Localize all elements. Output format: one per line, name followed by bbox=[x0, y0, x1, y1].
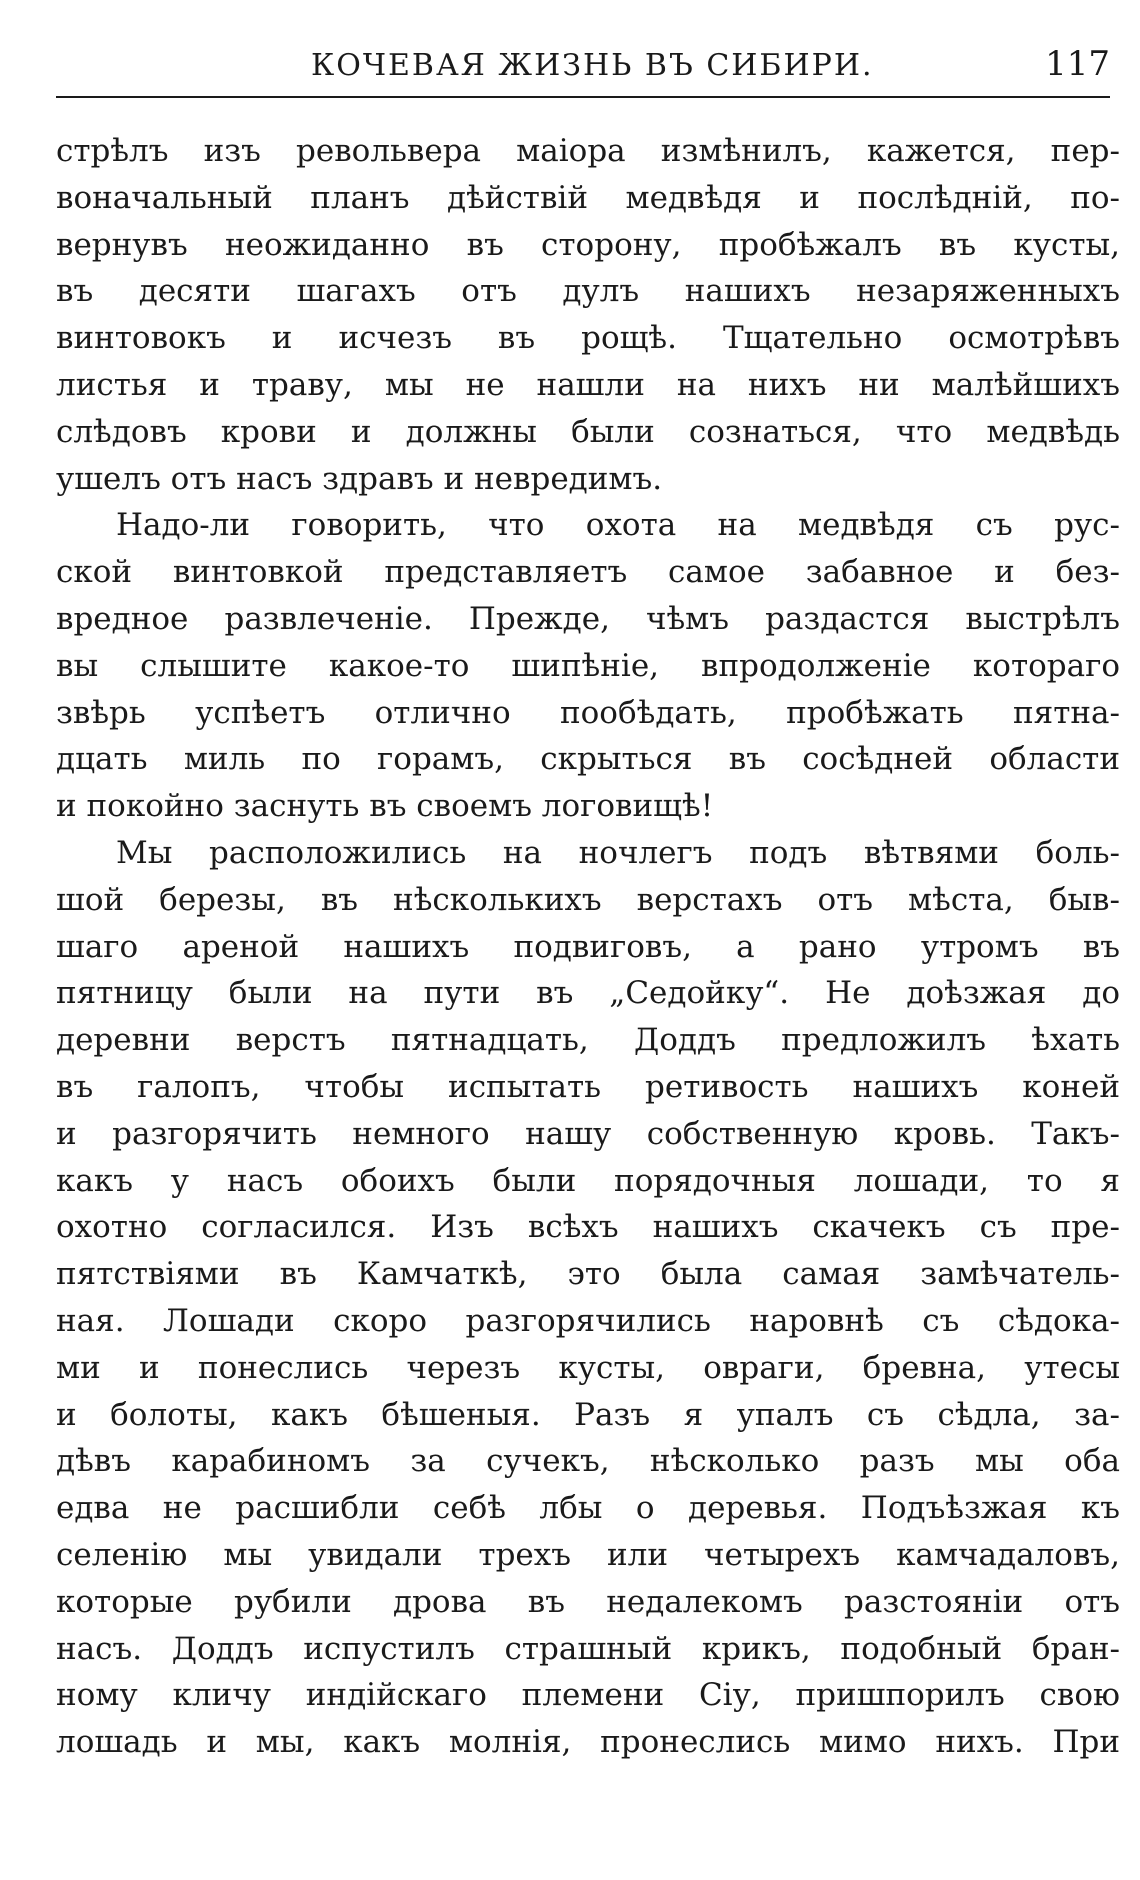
text-line: въ галопъ, чтобы испытать ретивость нашихъ коней bbox=[56, 1068, 1120, 1105]
text-line: пятствіями въ Камчаткѣ, это была самая замѣчатель- bbox=[56, 1256, 1120, 1293]
text-line: въ десяти шагахъ отъ дулъ нашихъ незаряженныхъ bbox=[56, 273, 1120, 310]
text-line: охотно согласился. Изъ всѣхъ нашихъ скачекъ съ пре- bbox=[56, 1209, 1120, 1246]
text-line: которые рубили дрова въ недалекомъ разстояніи отъ bbox=[56, 1583, 1120, 1620]
text-line: пятницу были на пути въ „Седойку“. Не доѣзжая до bbox=[56, 975, 1120, 1012]
text-line: вернувъ неожиданно въ сторону, пробѣжалъ въ кусты, bbox=[56, 226, 1120, 263]
text-line: ная. Лошади скоро разгорячились наровнѣ съ сѣдока- bbox=[56, 1302, 1120, 1339]
text-line: винтовокъ и исчезъ въ рощѣ. Тщательно осмотрѣвъ bbox=[56, 320, 1120, 357]
text-line: вы слышите какое-то шипѣніе, впродолженіе котораго bbox=[56, 647, 1120, 684]
text-line: стрѣлъ изъ револьвера маіора измѣнилъ, кажется, пер- bbox=[56, 133, 1120, 169]
text-line: селенію мы увидали трехъ или четырехъ камчадаловъ, bbox=[56, 1536, 1120, 1573]
text-line: шой березы, въ нѣсколькихъ верстахъ отъ мѣста, быв- bbox=[56, 881, 1120, 918]
body-text bbox=[56, 128, 1120, 1766]
text-line: воначальный планъ дѣйствій медвѣдя и послѣдній, по- bbox=[56, 179, 1120, 216]
text-line: какъ у насъ обоихъ были порядочныя лошади, то я bbox=[56, 1162, 1120, 1199]
text-line: листья и траву, мы не нашли на нихъ ни малѣйшихъ bbox=[56, 366, 1120, 403]
text-line: ному кличу индійскаго племени Сіу, пришпорилъ свою bbox=[56, 1677, 1120, 1714]
text-line: вредное развлеченіе. Прежде, чѣмъ раздастся выстрѣлъ bbox=[56, 600, 1120, 637]
running-head bbox=[56, 36, 1110, 98]
page-number: 117 bbox=[1045, 44, 1110, 84]
text-line: насъ. Доддъ испустилъ страшный крикъ, подобный бран- bbox=[56, 1630, 1120, 1667]
text-line: звѣрь успѣетъ отлично пообѣдать, пробѣжать пятна- bbox=[56, 694, 1120, 731]
text-line: лошадь и мы, какъ молнія, пронеслись мимо нихъ. При bbox=[56, 1724, 1120, 1761]
text-line: слѣдовъ крови и должны были сознаться, что медвѣдь bbox=[56, 413, 1120, 450]
text-line: Мы расположились на ночлегъ подъ вѣтвями боль- bbox=[116, 834, 1120, 871]
text-line: дцать миль по горамъ, скрыться въ сосѣдней области bbox=[56, 741, 1120, 778]
text-line: деревни верстъ пятнадцать, Доддъ предложилъ ѣхать bbox=[56, 1022, 1120, 1059]
text-line: ушелъ отъ насъ здравъ и невредимъ. bbox=[56, 460, 663, 497]
text-line: и разгорячить немного нашу собственную кровь. Такъ- bbox=[56, 1115, 1120, 1152]
text-line: и покойно заснуть въ своемъ логовищѣ! bbox=[56, 788, 714, 825]
running-title: КОЧЕВАЯ ЖИЗНЬ ВЪ СИБИРИ. bbox=[311, 48, 874, 83]
text-line: ской винтовкой представляетъ самое забавное и без- bbox=[56, 554, 1120, 591]
text-line: едва не расшибли себѣ лбы о деревья. Подъѣзжая къ bbox=[56, 1490, 1120, 1527]
book-page bbox=[56, 36, 1120, 1766]
text-line: и болоты, какъ бѣшеныя. Разъ я упалъ съ сѣдла, за- bbox=[56, 1396, 1120, 1433]
text-line: Надо-ли говорить, что охота на медвѣдя съ рус- bbox=[116, 507, 1120, 544]
text-line: дѣвъ карабиномъ за сучекъ, нѣсколько разъ мы оба bbox=[56, 1443, 1120, 1480]
text-line: шаго ареной нашихъ подвиговъ, а рано утромъ въ bbox=[56, 928, 1120, 965]
text-line: ми и понеслись черезъ кусты, овраги, бревна, утесы bbox=[56, 1349, 1120, 1386]
